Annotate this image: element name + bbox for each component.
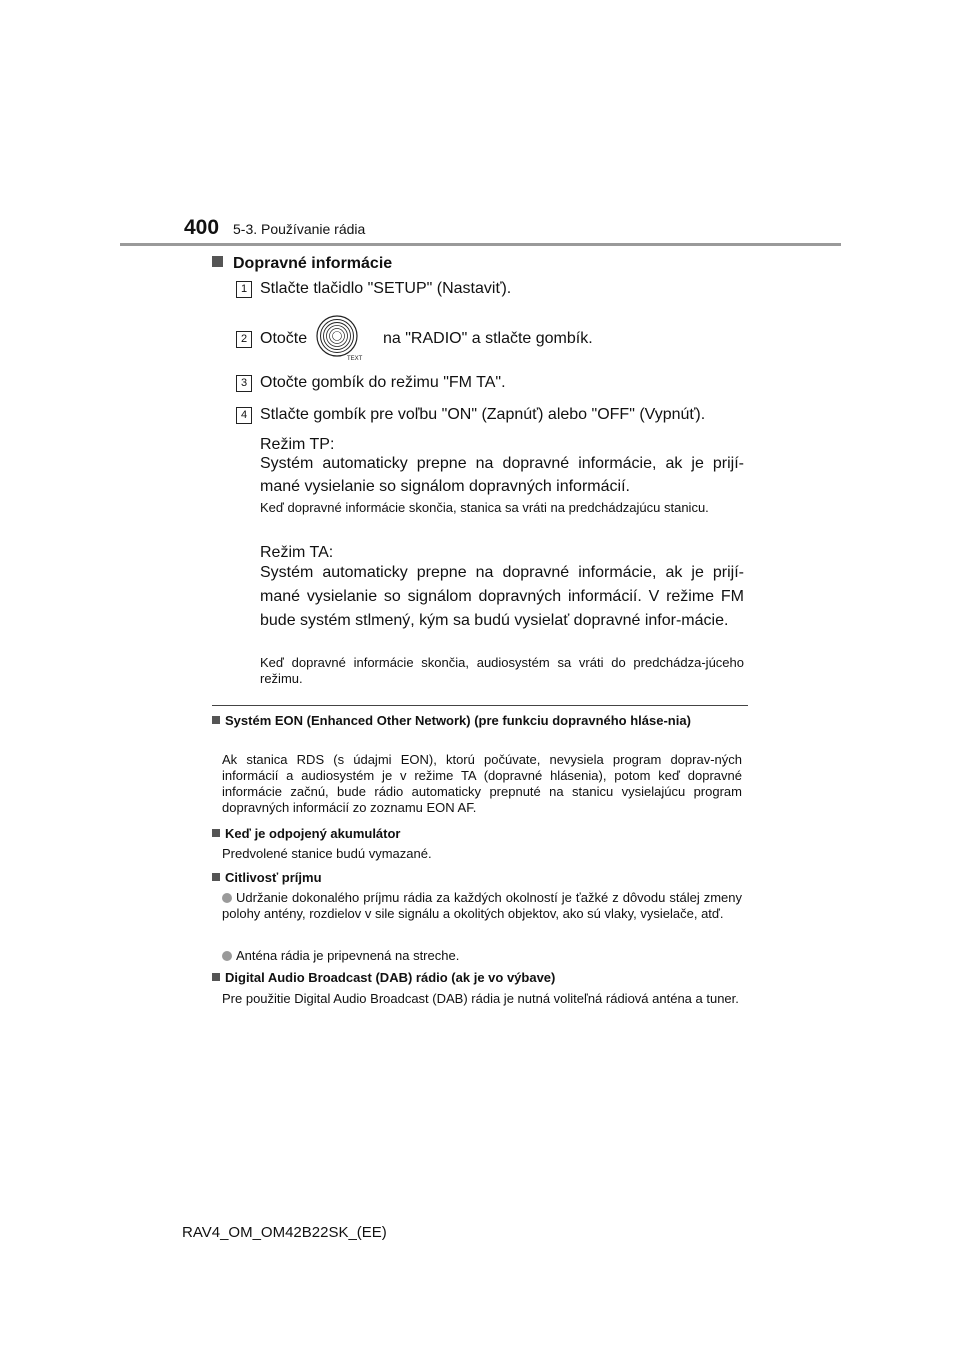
tp-mode-title: Režim TP: [260,436,335,453]
sensitivity-heading-text: Citlivosť príjmu [225,870,322,885]
ta-mode-note: Keď dopravné informácie skončia, audiosystém sa vráti do predchádza-júceho režimu. [260,655,744,686]
battery-heading [212,826,748,842]
step-1-text: Stlačte tlačidlo "SETUP" (Nastaviť). [260,280,512,297]
traffic-heading-text: Dopravné informácie [233,255,393,272]
battery-heading-text: Keď je odpojený akumulátor [225,826,401,841]
sensitivity-bullet-2 [222,948,742,964]
sensitivity-bullet-1 [222,890,742,922]
step-4-text: Stlačte gombík pre voľbu "ON" (Zapnúť) alebo "OFF" (Vypnúť). [260,406,706,423]
square-bullet-icon [212,256,223,267]
battery-body: Predvolené stanice budú vymazané. [222,846,432,861]
ta-mode-title: Režim TA: [260,544,334,561]
step-number-4: 4 [236,407,252,424]
sensitivity-bullet-2-text: Anténa rádia je pripevnená na streche. [236,948,460,963]
square-bullet-icon [212,716,220,724]
circle-bullet-icon [222,893,232,903]
square-bullet-icon [212,973,220,981]
step-2-text-after: na "RADIO" a stlačte gombík. [383,330,593,347]
tp-mode-text: Systém automaticky prepne na dopravné informácie, ak je prijí-mané vysielanie so signálom dopravných informácií. [260,455,744,495]
section-title: 5-3. Používanie rádia [233,221,366,237]
page-number: 400 [184,216,220,239]
square-bullet-icon [212,829,220,837]
step-number-3: 3 [236,375,252,392]
knob-label: TEXT [347,356,363,361]
tp-mode-note: Keď dopravné informácie skončia, stanica sa vráti na predchádzajúcu stanicu. [260,500,709,515]
step-3-text: Otočte gombík do režimu "FM TA". [260,374,506,391]
traffic-heading [212,255,392,273]
sensitivity-heading [212,870,748,886]
section-divider [212,705,748,706]
sensitivity-bullet-1-text: Udržanie dokonalého príjmu rádia za každých okolností je ťažké z dôvodu stálej zmeny polohy antény, rozdielov v sile signálu a okolitých objektov, ako sú vlaky, vysielače, atď. [222,890,742,921]
eon-heading [212,713,748,729]
dab-heading [212,970,748,986]
tune-knob-icon [312,313,364,361]
ta-mode-text: Systém automaticky prepne na dopravné informácie, ak je prijí-mané vysielanie so signálom dopravných informácií. V režime FM bude systém stlmený, kým sa budú vysielať dopravné infor-mácie. [260,564,744,629]
square-bullet-icon [212,873,220,881]
header-divider [120,243,841,246]
document-id: RAV4_OM_OM42B22SK_(EE) [182,1224,387,1241]
step-2-text-before: Otočte [260,330,308,347]
circle-bullet-icon [222,951,232,961]
step-number-1: 1 [236,281,252,298]
dab-heading-text: Digital Audio Broadcast (DAB) rádio (ak je vo výbave) [225,970,556,985]
dab-body: Pre použitie Digital Audio Broadcast (DAB) rádia je nutná voliteľná rádiová anténa a tuner. [222,991,739,1006]
eon-body: Ak stanica RDS (s údajmi EON), ktorú počúvate, nevysiela program doprav-ných informácií a audiosystém je v režime TA (dopravné hlásenia), potom keď dopravné informácie začnú, bude rádio automaticky prepnuté na stanicu vysielajúcu program dopravných informácií zo zoznamu EON AF. [222,752,742,815]
step-number-2: 2 [236,331,252,348]
eon-heading-text: Systém EON (Enhanced Other Network) (pre funkciu dopravného hláse-nia) [225,713,691,728]
